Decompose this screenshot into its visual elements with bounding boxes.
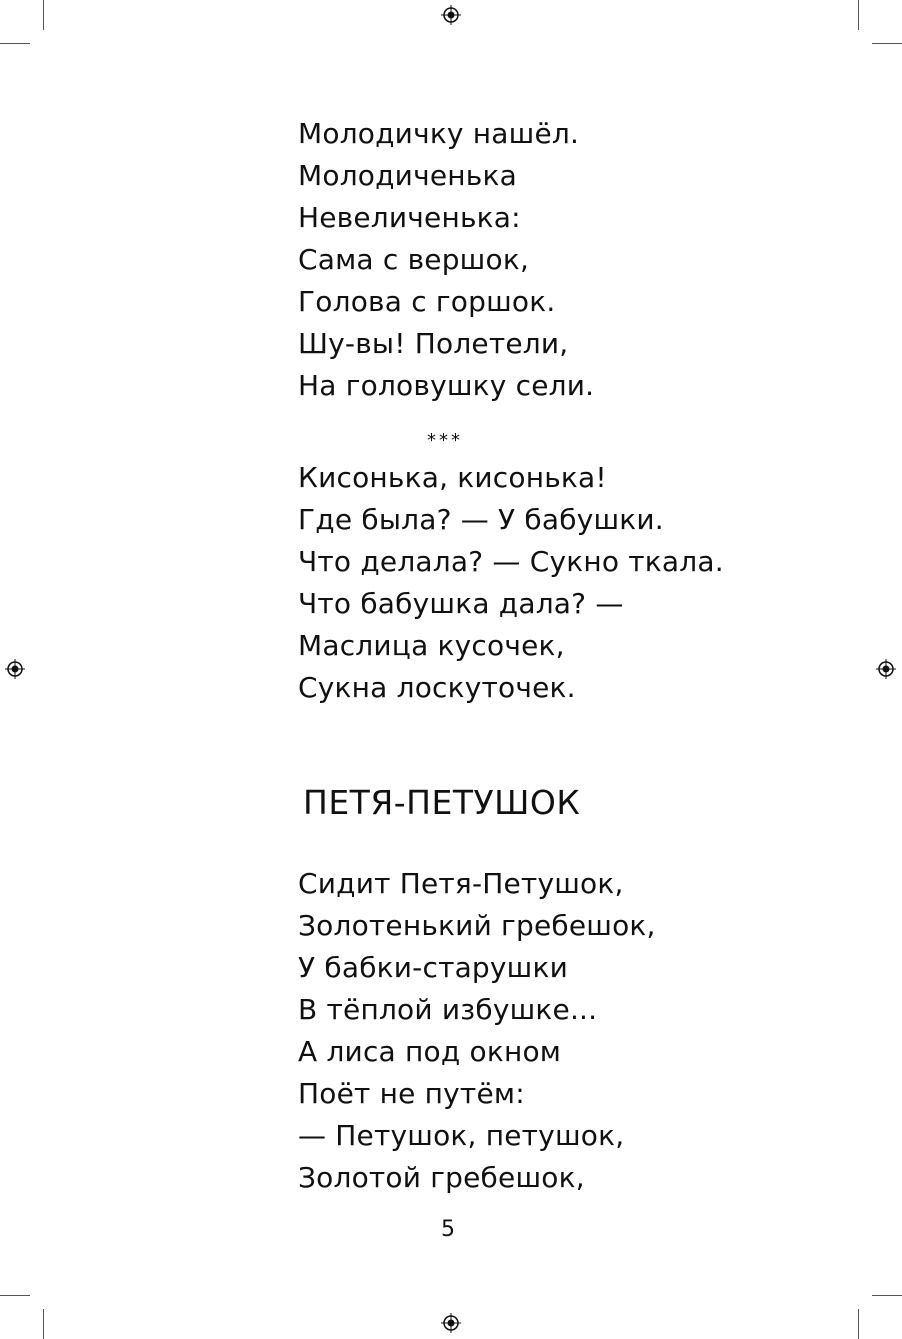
poem-title: ПЕТЯ-ПЕТУШОК — [303, 783, 581, 822]
poem-line: Сама с вершок, — [298, 243, 530, 276]
poem-line: На головушку сели. — [298, 369, 595, 402]
crop-mark-bottom-left-h — [0, 1295, 30, 1296]
crop-mark-bottom-left-v — [43, 1309, 44, 1339]
registration-mark-bottom-icon — [441, 1313, 461, 1333]
crop-mark-bottom-right-h — [872, 1295, 902, 1296]
section-separator: *** — [427, 430, 463, 451]
registration-mark-top-icon — [441, 5, 461, 25]
poem-line: Что делала? — Сукно ткала. — [298, 545, 724, 578]
registration-mark-right-icon — [876, 659, 896, 679]
poem-line: — Петушок, петушок, — [298, 1119, 625, 1152]
poem-line: Кисонька, кисонька! — [298, 461, 607, 494]
poem-line: Поёт не путём: — [298, 1077, 525, 1110]
crop-mark-top-left-v — [43, 0, 44, 30]
poem-line: Сидит Петя-Петушок, — [298, 867, 624, 900]
crop-mark-bottom-right-v — [858, 1309, 859, 1339]
page-number: 5 — [441, 1217, 455, 1242]
crop-mark-top-left-h — [0, 43, 30, 44]
poem-line: Золотой гребешок, — [298, 1161, 585, 1194]
poem-line: Что бабушка дала? — — [298, 587, 624, 620]
poem-line: В тёплой избушке... — [298, 993, 598, 1026]
poem-line: А лиса под окном — [298, 1035, 562, 1068]
poem-line: Сукна лоскуточек. — [298, 671, 576, 704]
poem-line: Где была? — У бабушки. — [298, 503, 664, 536]
poem-line: Маслица кусочек, — [298, 629, 565, 662]
crop-mark-top-right-v — [858, 0, 859, 30]
poem-line: Золотенький гребешок, — [298, 909, 656, 942]
registration-mark-left-icon — [5, 659, 25, 679]
poem-line: У бабки-старушки — [298, 951, 569, 984]
poem-line: Невеличенька: — [298, 201, 521, 234]
crop-mark-top-right-h — [872, 43, 902, 44]
poem-line: Молодичку нашёл. — [298, 117, 580, 150]
poem-line: Голова с горшок. — [298, 285, 556, 318]
poem-line: Шу-вы! Полетели, — [298, 327, 569, 360]
poem-line: Молодиченька — [298, 159, 517, 192]
